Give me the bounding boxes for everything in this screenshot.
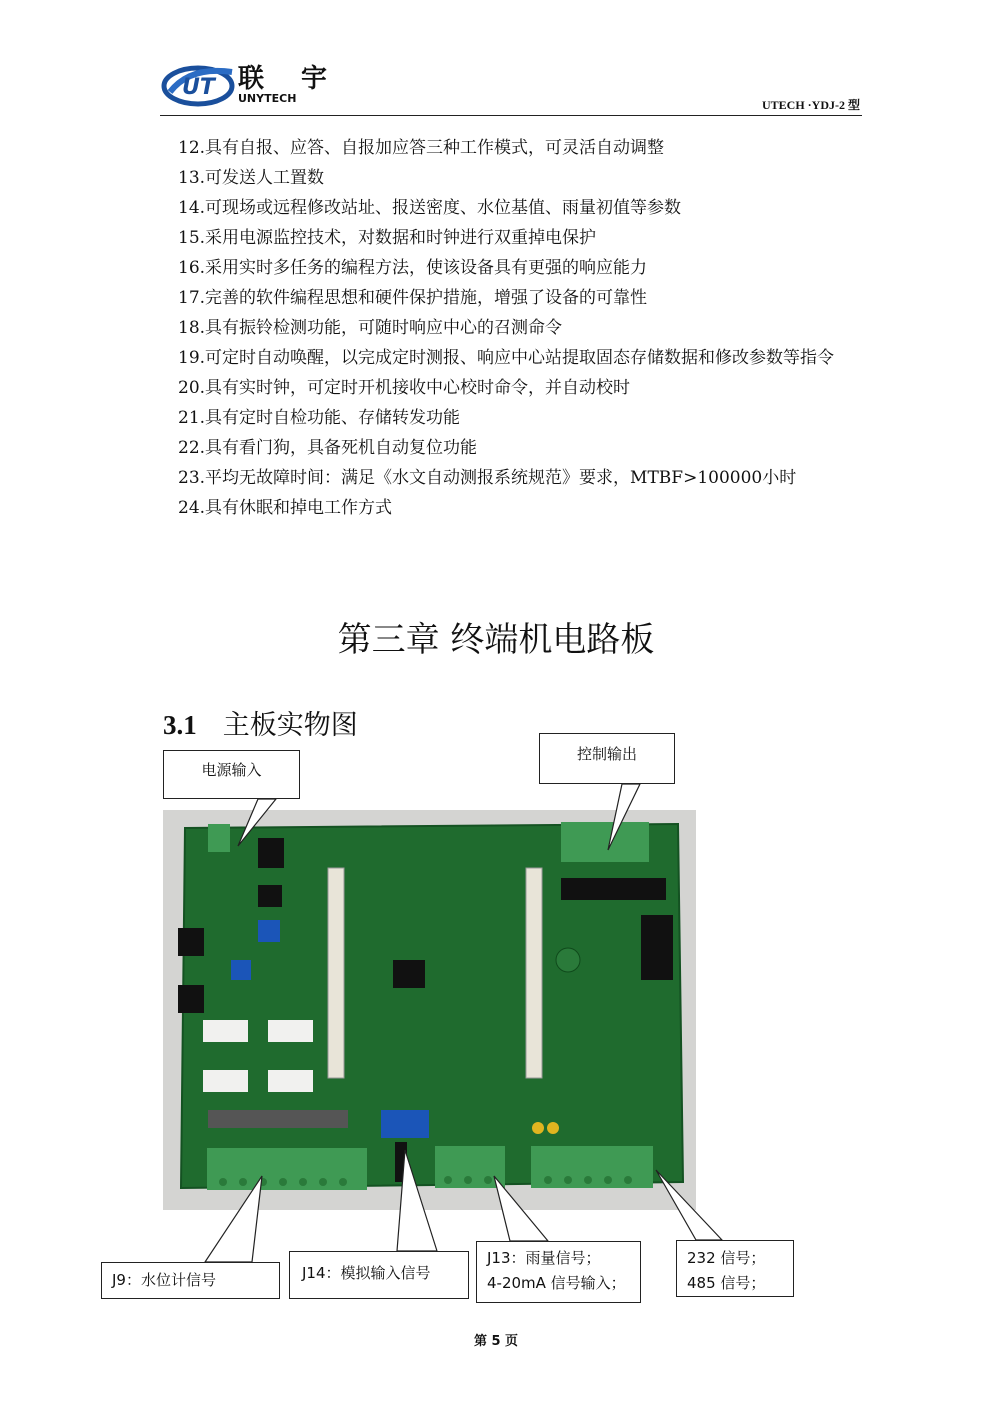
feature-list [178, 133, 868, 523]
list-item-text: 采用电源监控技术，对数据和时钟进行双重掉电保护 [205, 228, 597, 248]
callout-serial-comm [676, 1240, 794, 1297]
svg-text:UT: UT [182, 75, 215, 100]
list-item [178, 403, 868, 433]
list-item-number: 21. [178, 408, 206, 428]
list-item-number: 15. [178, 228, 206, 248]
list-item-number: 12. [178, 138, 206, 158]
list-item [178, 373, 868, 403]
header-rule [160, 115, 862, 116]
mainboard-photo [163, 810, 696, 1210]
list-item-text: 完善的软件编程思想和硬件保护措施，增强了设备的可靠性 [205, 288, 648, 308]
list-item [178, 343, 868, 373]
header-model-label: UTECH ·YDJ-2 型 [761, 98, 860, 112]
callout-text: 电源输入 [201, 761, 262, 779]
list-item-number: 22. [178, 438, 206, 458]
page-number: 第 5 页 [473, 1334, 519, 1349]
callout-j14 [289, 1251, 469, 1299]
list-item-text: 具有振铃检测功能，可随时响应中心的召测命令 [205, 318, 563, 338]
callout-j9 [101, 1262, 280, 1299]
list-item-text: 可定时自动唤醒，以完成定时测报、响应中心站提取固态存储数据和修改参数等指令 [205, 348, 835, 368]
callout-text: 控制输出 [576, 745, 637, 763]
chapter-title: 第三章 终端机电路板 [337, 620, 655, 660]
logo-english-name: UNYTECH [238, 92, 297, 105]
list-item [178, 163, 868, 193]
list-item-number: 17. [178, 288, 206, 308]
callout-text: J9：水位计信号 [112, 1271, 216, 1289]
list-item-text: 具有实时钟，可定时开机接收中心校时命令，并自动校时 [205, 378, 631, 398]
section-number: 3.1 [163, 710, 197, 740]
list-item-text: 采用实时多任务的编程方法，使该设备具有更强的响应能力 [205, 258, 648, 278]
callout-power-input [163, 750, 300, 799]
callout-j13 [476, 1241, 641, 1303]
callout-text: J14：模拟输入信号 [302, 1264, 431, 1282]
list-item [178, 313, 868, 343]
callout-text: 485 信号； [687, 1274, 766, 1292]
callout-control-output [539, 733, 675, 784]
list-item-text: 可现场或远程修改站址、报送密度、水位基值、雨量初值等参数 [205, 198, 682, 218]
section-title [163, 703, 358, 742]
section-heading: 主板实物图 [222, 710, 358, 741]
list-item [178, 463, 868, 493]
list-item [178, 193, 868, 223]
list-item-number: 16. [178, 258, 206, 278]
callout-text: J13：雨量信号； [487, 1249, 601, 1267]
list-item-number: 19. [178, 348, 206, 368]
list-item-number: 20. [178, 378, 206, 398]
list-item-text: 具有看门狗，具备死机自动复位功能 [205, 438, 478, 458]
list-item-text: 平均无故障时间：满足《水文自动测报系统规范》要求，MTBF>100000小时 [205, 468, 797, 488]
list-item [178, 253, 868, 283]
list-item-text: 可发送人工置数 [205, 168, 325, 188]
logo-chinese-name: 联 宇 [238, 64, 342, 94]
list-item-number: 14. [178, 198, 206, 218]
list-item-text: 具有定时自检功能、存储转发功能 [205, 408, 461, 428]
list-item [178, 493, 868, 523]
callout-text: 4-20mA 信号输入； [487, 1274, 626, 1292]
list-item [178, 283, 868, 313]
list-item-text: 具有自报、应答、自报加应答三种工作模式，可灵活自动调整 [205, 138, 665, 158]
list-item [178, 133, 868, 163]
list-item-number: 24. [178, 498, 206, 518]
list-item-number: 13. [178, 168, 206, 188]
list-item [178, 433, 868, 463]
list-item [178, 223, 868, 253]
list-item-text: 具有休眠和掉电工作方式 [205, 498, 393, 518]
list-item-number: 23. [178, 468, 206, 488]
callout-text: 232 信号； [687, 1249, 766, 1267]
list-item-number: 18. [178, 318, 206, 338]
